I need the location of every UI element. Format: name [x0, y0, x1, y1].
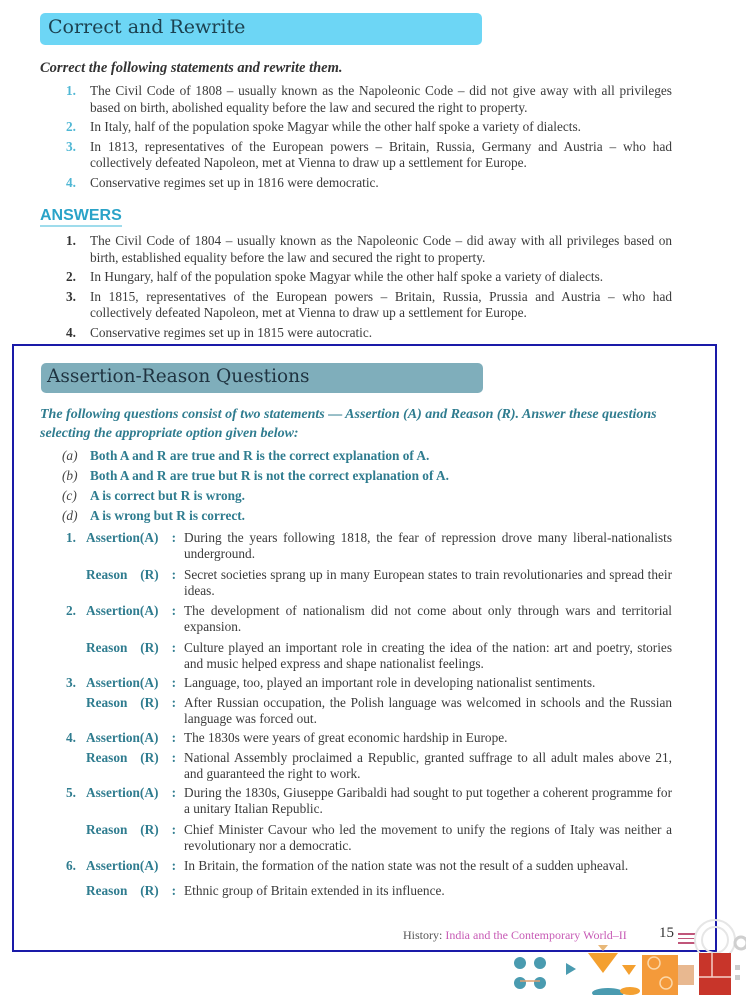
reason-row: [66, 695, 672, 728]
page-number: 15: [659, 925, 674, 941]
list-item: [66, 269, 672, 286]
assertion-label: [86, 785, 184, 818]
section-header-correct-rewrite: Correct and Rewrite: [40, 13, 482, 45]
reason-label: [66, 567, 184, 600]
item-number: 2.: [66, 269, 76, 284]
option-text: Both A and R are true but R is not the correct explanation of A.: [90, 468, 449, 483]
item-text: Conservative regimes set up in 1816 were democratic.: [90, 174, 379, 190]
colon: :: [171, 530, 176, 545]
reason-row: [66, 750, 672, 783]
colon: :: [171, 566, 176, 582]
assertion-label-text: Assertion(A): [86, 530, 159, 545]
reason-tag: (R): [140, 821, 159, 837]
option-item: [62, 506, 449, 526]
colon: :: [171, 821, 176, 837]
question-number: 1.: [66, 530, 76, 545]
option-label: (b): [62, 468, 78, 483]
reason-tag: (R): [140, 882, 159, 898]
option-label: (c): [62, 488, 77, 503]
item-number: 3.: [66, 138, 76, 154]
list-item: [66, 175, 672, 192]
option-item: [62, 486, 449, 506]
colon: :: [171, 675, 176, 691]
option-label: (d): [62, 508, 78, 523]
reason-text: Culture played an important role in creating the idea of the nation: art and poetry, stories and music helped express and shape nationalist feelings.: [184, 639, 672, 672]
assertion-reason-instruction: The following questions consist of two statements — Assertion (A) and Reason (R). Answer these questions selecting the appropriate option given below:: [40, 407, 657, 441]
assertion-text: During the 1830s, Giuseppe Garibaldi had sought to put together a coherent programme for a unitary Italian Republic.: [184, 785, 672, 817]
assertion-row: [66, 603, 672, 636]
option-item: [62, 446, 449, 466]
question-number: 6.: [66, 858, 76, 874]
option-text: Both A and R are true and R is the correct explanation of A.: [90, 448, 430, 463]
option-label: (a): [62, 448, 78, 463]
reason-label-text: Reason: [86, 694, 128, 710]
assertion-label-text: Assertion(A): [86, 858, 159, 874]
item-number: 1.: [66, 83, 76, 98]
assertion-reason-questions: [66, 530, 672, 902]
options-list: [62, 446, 449, 526]
assertion-label-text: Assertion(A): [86, 785, 159, 801]
reason-tag: (R): [140, 566, 159, 582]
item-text: Conservative regimes set up in 1815 were autocratic.: [90, 324, 373, 340]
assertion-label-text: Assertion(A): [86, 675, 159, 691]
assertion-label-text: Assertion(A): [86, 730, 159, 746]
reason-text: Chief Minister Cavour who led the movement to unify the regions of Italy was neither a revolutionary nor a democratic.: [184, 821, 672, 854]
reason-label-text: Reason: [86, 566, 128, 582]
reason-tag: (R): [140, 639, 159, 655]
assertion-row: [66, 675, 672, 691]
colon: :: [171, 694, 176, 710]
reason-row: [66, 883, 672, 899]
reason-text: After Russian occupation, the Polish language was welcomed in schools and the Russian language was forced out.: [184, 694, 672, 726]
list-item: [66, 139, 672, 172]
assertion-text: In Britain, the formation of the nation state was not the result of a sudden upheaval.: [184, 858, 629, 874]
question-number: 4.: [66, 730, 76, 746]
colon: :: [171, 749, 176, 765]
reason-label-text: Reason: [86, 882, 128, 898]
option-item: [62, 466, 449, 486]
footer-book-title: India and the Contemporary World–II: [445, 928, 627, 942]
question-number: 2.: [66, 603, 76, 619]
colon: :: [171, 882, 176, 898]
item-text: In Hungary, half of the population spoke Magyar while the other half spoke a variety of dialects.: [90, 269, 604, 284]
item-number: 2.: [66, 119, 76, 134]
item-text: In Italy, half of the population spoke Magyar while the other half spoke a variety of dialects.: [90, 119, 581, 134]
item-number: 4.: [66, 174, 76, 190]
list-item: [66, 289, 672, 322]
list-item: [66, 233, 672, 266]
assertion-row: [66, 858, 672, 874]
assertion-label: [86, 730, 184, 746]
reason-label-text: Reason: [86, 821, 128, 837]
item-text: In 1813, representatives of the European powers – Britain, Russia, Germany and Austria – who had collectively defeated Napoleon, met at Vienna to draw up a settlement for Europe.: [90, 138, 672, 170]
assertion-text: The 1830s were years of great economic hardship in Europe.: [184, 730, 508, 746]
list-item: [66, 325, 672, 342]
assertion-label-text: Assertion(A): [86, 603, 159, 619]
colon: :: [171, 639, 176, 655]
reason-row: [66, 640, 672, 673]
answers-heading: ANSWERS: [40, 207, 122, 227]
assertion-row: [66, 785, 672, 818]
answers-list: [66, 233, 672, 344]
assertion-label: [86, 603, 184, 636]
reason-label: [66, 883, 184, 899]
reason-text: National Assembly proclaimed a Republic, granted suffrage to all adult males above 21, and guaranteed the right to work.: [184, 749, 672, 781]
reason-row: [66, 567, 672, 600]
item-text: The Civil Code of 1808 – usually known as the Napoleonic Code – did not give away with all privileges based on birth, abolished equality before the law and secured the right to property.: [90, 83, 672, 115]
item-number: 4.: [66, 324, 76, 340]
assertion-text: During the years following 1818, the fear of repression drove many liberal-nationalists underground.: [184, 530, 672, 562]
reason-label: [66, 640, 184, 673]
assertion-label: [86, 675, 184, 691]
assertion-text: The development of nationalism did not come about only through wars and territorial expansion.: [184, 603, 672, 635]
colon: :: [171, 858, 176, 874]
reason-label: [66, 822, 184, 855]
list-item: [66, 119, 672, 136]
colon: :: [171, 730, 176, 746]
reason-label: [66, 695, 184, 728]
assertion-label: [86, 858, 184, 874]
option-text: A is wrong but R is correct.: [90, 508, 245, 523]
section-header-assertion-reason: Assertion-Reason Questions: [41, 363, 483, 393]
list-item: [66, 83, 672, 116]
item-text: In 1815, representatives of the European powers – Britain, Russia, Prussia and Austria – who had collectively defeated Napoleon, met at Vienna to draw up a settlement for Europe.: [90, 288, 672, 320]
reason-tag: (R): [140, 694, 159, 710]
colon: :: [171, 603, 176, 619]
assertion-row: [66, 530, 672, 563]
item-number: 3.: [66, 288, 76, 304]
reason-text: Ethnic group of Britain extended in its influence.: [184, 882, 445, 898]
colon: :: [171, 785, 176, 801]
reason-text: Secret societies sprang up in many European states to train revolutionaries and spread their ideas.: [184, 566, 672, 598]
correct-rewrite-instruction: Correct the following statements and rewrite them.: [40, 60, 343, 76]
footer-subject: History:: [403, 928, 446, 942]
question-number: 3.: [66, 675, 76, 691]
item-number: 1.: [66, 233, 76, 248]
reason-label-text: Reason: [86, 639, 128, 655]
reason-label-text: Reason: [86, 749, 128, 765]
reason-row: [66, 822, 672, 855]
reason-tag: (R): [140, 749, 159, 765]
reason-label: [66, 750, 184, 783]
decorative-pattern-icon: [490, 905, 746, 995]
assertion-text: Language, too, played an important role in developing nationalist sentiments.: [184, 675, 596, 691]
option-text: A is correct but R is wrong.: [90, 488, 245, 503]
item-text: The Civil Code of 1804 – usually known as the Napoleonic Code – did away with all privileges based on birth, established equality before the law and secured the right to property.: [90, 233, 672, 265]
assertion-row: [66, 730, 672, 746]
correct-rewrite-list: [66, 83, 672, 194]
question-number: 5.: [66, 785, 76, 801]
assertion-label: [86, 530, 184, 563]
